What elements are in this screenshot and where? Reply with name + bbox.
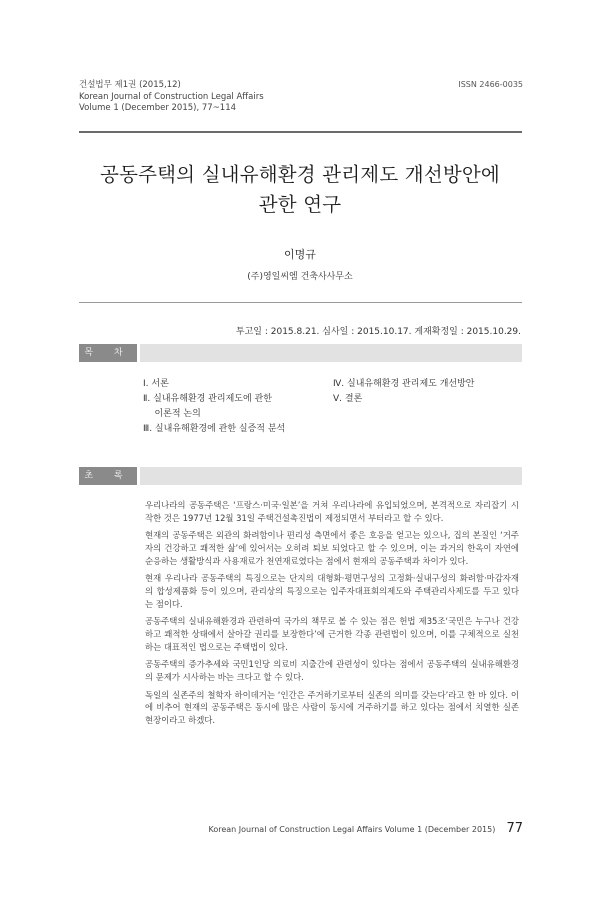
toc-right-column: [333, 377, 474, 407]
toc-left-column: [143, 377, 285, 437]
toc-item: Ⅱ. 실내유해환경 관리제도에 관한: [143, 394, 272, 404]
toc-item: 이론적 논의: [143, 409, 201, 419]
abstract-paragraph: 현재 우리나라 공동주택의 특징으로는 단지의 대형화·평면구성의 고정화·실내구성의 화려함·마감자재의 합성제품화 등이 있으며, 관리상의 특징으로는 입주자대표회의제도와 주택관리사제도를 두고 있다는 점이다.: [145, 573, 519, 609]
abstract-paragraph: 공동주택의 증가추세와 국민1인당 의료비 지출간에 관련성이 있다는 점에서 공동주택의 실내유해환경의 문제가 시사하는 바는 크다고 할 수 있다.: [145, 659, 519, 682]
header-divider: [79, 131, 522, 133]
journal-header: [79, 80, 264, 115]
toc-item: Ⅴ. 결론: [333, 394, 363, 404]
author-name: 이명규: [284, 248, 316, 261]
paper-title-line: 관한 연구: [258, 193, 342, 216]
journal-header-line: Volume 1 (December 2015), 77~114: [79, 103, 237, 113]
toc-item: Ⅲ. 실내유해환경에 관한 실증적 분석: [143, 424, 286, 434]
journal-header-line: Korean Journal of Construction Legal Affairs: [79, 91, 264, 102]
journal-header-line: 건설법무 제1권 (2015,12): [79, 80, 181, 90]
abstract-paragraph: 공동주택의 실내유해환경과 관련하여 국가의 책무로 볼 수 있는 점은 헌법 제35조‘국민은 누구나 건강하고 쾌적한 상태에서 살아갈 권리를 보장한다’에 근거한 각종 관련법이 있으며, 이를 구체적으로 실천하는 대표적인 법으로는 주택법이 있다.: [145, 616, 519, 652]
page-number: 77: [506, 821, 523, 836]
abstract-paragraph: 우리나라의 공동주택은 ‘프랑스·미국·일본’을 거쳐 우리나라에 유입되었으며, 본격적으로 자리잡기 시작한 것은 1977년 12월 31일 주택건설촉진법이 제정되면서 부터라고 할 수 있다.: [145, 500, 519, 523]
footer-journal-name: Korean Journal of Construction Legal Affairs Volume 1 (December 2015): [208, 825, 496, 834]
toc-item: Ⅰ. 서론: [143, 379, 169, 389]
abstract-paragraph: 독일의 실존주의 철학자 하이데거는 ‘인간은 주거하기로부터 실존의 의미를 갖는다’라고 한 바 있다. 이에 비추어 현재의 공동주택은 동시에 많은 사람이 동시에 거주하기를 하고 있다는 점에서 치열한 실존 현장이라고 하겠다.: [145, 689, 519, 725]
paper-title-line: 공동주택의 실내유해환경 관리제도 개선방안에: [100, 163, 500, 186]
abstract-body: [145, 499, 519, 732]
abstract-label: 초 록: [79, 467, 137, 485]
abstract-section-header: [79, 467, 522, 485]
toc-header-bar: [140, 344, 522, 362]
abstract-header-bar: [140, 467, 522, 485]
toc-item: Ⅳ. 실내유해환경 관리제도 개선방안: [333, 379, 475, 389]
toc-label: 목 차: [79, 344, 137, 362]
author-affiliation: (주)영일씨엠 건축사사무소: [247, 272, 353, 282]
page-footer: [208, 817, 523, 836]
submission-dates: 투고일 : 2015.8.21. 심사일 : 2015.10.17. 게재확정일 : 2015.10.29.: [235, 327, 521, 337]
section-divider: [79, 302, 522, 303]
issn-number: ISSN 2466-0035: [458, 80, 523, 89]
paper-title: [60, 160, 540, 220]
toc-section-header: [79, 344, 522, 362]
abstract-paragraph: 현재의 공동주택은 외관의 화려함이나 편리성 측면에서 좋은 호응을 얻고는 있으나, 집의 본질인 ‘거주자의 건강하고 쾌적한 삶’에 있어서는 오히려 퇴보 되었다고 할 수 있으며, 이는 과거의 한옥이 자연에 순응하는 생활방식과 사용재료가 천연재료였다는 점에서 현재의 공동주택과 차이가 있다.: [145, 530, 519, 566]
